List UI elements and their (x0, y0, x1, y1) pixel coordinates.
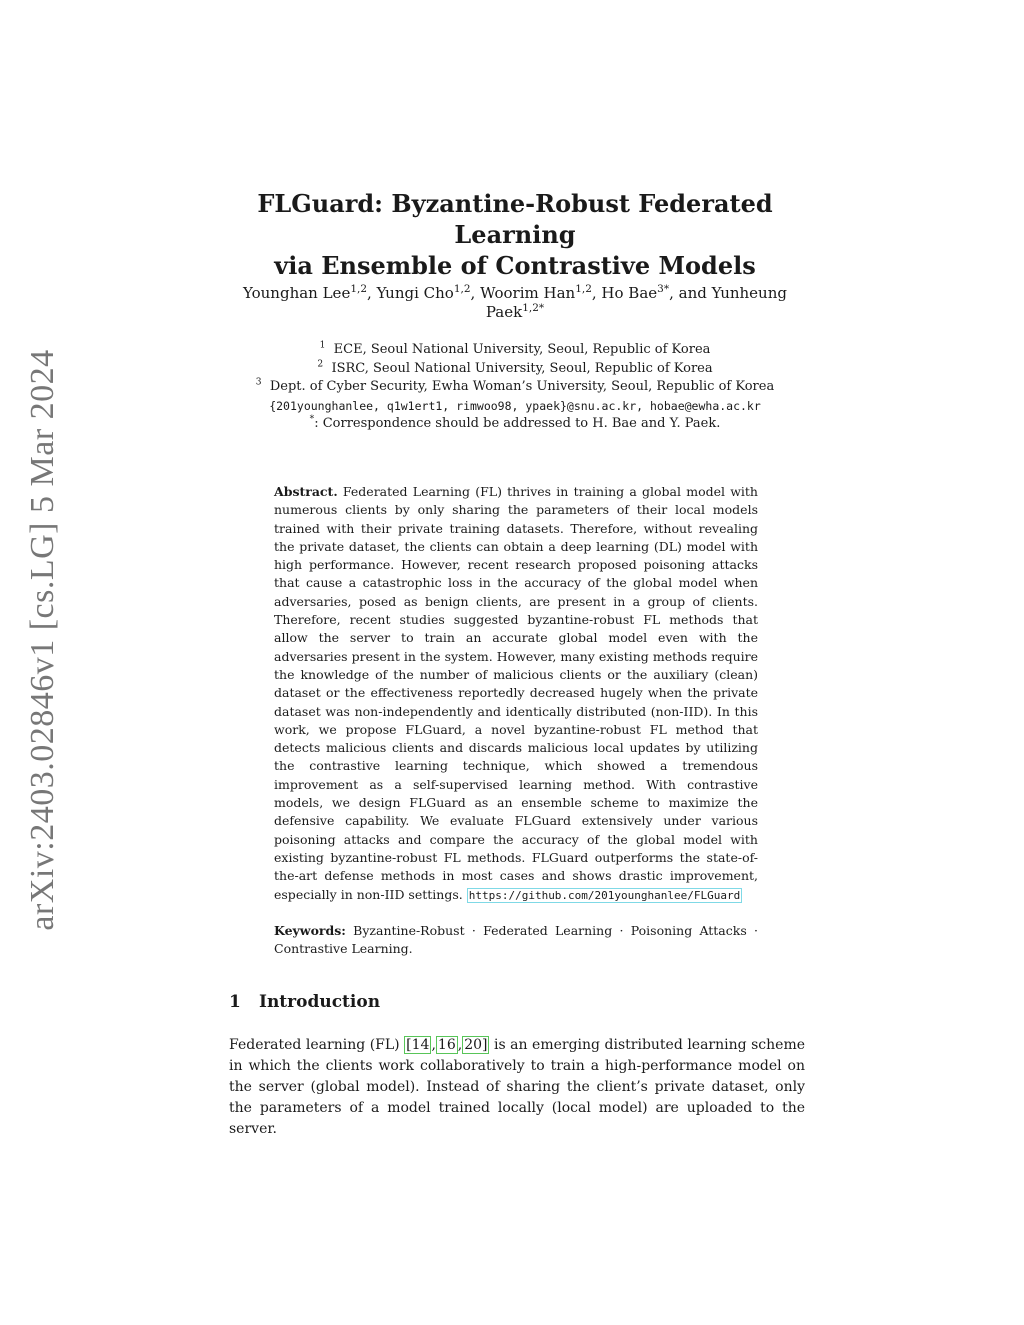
introduction-paragraph (229, 1035, 805, 1140)
citation-link-16[interactable]: 16 (437, 1037, 456, 1053)
citation-link-20[interactable]: 20] (464, 1037, 488, 1053)
affiliation-mark: 1 (319, 340, 326, 351)
author-text: , Yungi Cho (367, 284, 454, 302)
intro-text-rest: is an emerging distributed learning scheme in which the clients work collaboratively to train a high-performance model on the server (global model). Instead of sharing the client’s private dataset, only the parameters of a model trained locally (local model) are uploaded to the server. (229, 1037, 806, 1137)
author-text: , Woorim Han (470, 284, 576, 302)
author-superscript: 1,2* (522, 302, 545, 314)
author-list (215, 284, 815, 322)
affiliation-mark: 2 (317, 359, 324, 370)
github-link[interactable]: https://github.com/201younghanlee/FLGuard (468, 888, 741, 902)
author-text: Paek (485, 303, 523, 321)
keywords (274, 922, 758, 959)
authors-line-2 (215, 303, 815, 322)
keywords-text: Byzantine-Robust · Federated Learning · Poisoning Attacks · Contrastive Learning. (274, 923, 758, 957)
title-line-1: FLGuard: Byzantine-Robust Federated Learning (257, 189, 773, 249)
author-text: Younghan Lee (243, 284, 351, 302)
section-title: Introduction (259, 992, 381, 1012)
author-superscript: 1,2 (575, 283, 592, 295)
abstract (274, 483, 758, 905)
affiliation-3 (180, 378, 850, 397)
affiliation-mark: 3 (255, 377, 262, 388)
author-superscript: 3* (657, 283, 670, 295)
author-superscript: 1,2 (350, 283, 368, 295)
abstract-text: Federated Learning (FL) thrives in training a global model with numerous clients by only sharing the parameters of their local models trained with their private training datasets. Therefore, without revealing the private dataset, the clients can obtain a deep learning (DL) model with high performance. However, recent research proposed poisoning attacks that cause a catastrophic loss in the accuracy of the global model when adversaries, posed as benign clients, are present in a group of clients. Therefore, recent studies suggested byzantine-robust FL methods that allow the server to train an accurate global model even with the adversaries present in the system. However, many existing methods require the knowledge of the number of malicious clients or the auxiliary (clean) dataset or the effectiveness reportedly decreased hugely when the private dataset was non-independently and identically distributed (non-IID). In this work, we propose FLGuard, a novel byzantine-robust FL method that detects malicious clients and discards malicious local updates by utilizing the contrastive learning technique, which showed a tremendous improvement as a self-supervised learning method. With contrastive models, we design FLGuard as an ensemble scheme to maximize the defensive capability. We evaluate FLGuard extensively under various poisoning attacks and compare the accuracy of the global model with existing byzantine-robust FL methods. FLGuard outperforms the state-of-the-art defense methods in most cases and shows drastic improvement, especially in non-IID settings. (274, 484, 758, 902)
keywords-label: Keywords: (274, 923, 346, 938)
email-addresses: {201younghanlee, q1w1ert1, rimwoo98, ypaek}@snu.ac.kr, hobae@ewha.ac.kr (269, 398, 761, 413)
section-heading-introduction (229, 992, 380, 1012)
correspondence-mark: * (309, 414, 315, 425)
arxiv-identifier: arXiv:2403.02846v1 [cs.LG] 5 Mar 2024 (24, 349, 61, 931)
citation-separator: , (457, 1037, 463, 1053)
author-superscript: 1,2 (453, 283, 471, 295)
affiliation-text: ECE, Seoul National University, Seoul, Republic of Korea (333, 342, 711, 357)
correspondence-note (180, 415, 850, 434)
section-number: 1 (229, 992, 241, 1012)
citation-link-14[interactable]: [14 (406, 1037, 430, 1053)
abstract-label: Abstract. (274, 484, 338, 499)
authors-line-1 (215, 284, 815, 303)
affiliations (180, 341, 850, 434)
affiliation-1 (180, 341, 850, 360)
citation-separator: , (431, 1037, 436, 1053)
paper-title (215, 188, 815, 281)
affiliation-2 (180, 360, 850, 379)
intro-text-start: Federated learning (FL) (229, 1037, 405, 1053)
author-text: , and Yunheung (669, 284, 787, 302)
author-text: , Ho Bae (591, 284, 658, 302)
title-line-2: via Ensemble of Contrastive Models (274, 251, 756, 280)
affiliation-text: Dept. of Cyber Security, Ewha Woman’s University, Seoul, Republic of Korea (269, 379, 775, 394)
correspondence-text: : Correspondence should be addressed to H. Bae and Y. Paek. (314, 416, 721, 431)
affiliation-text: ISRC, Seoul National University, Seoul, Republic of Korea (331, 360, 713, 376)
